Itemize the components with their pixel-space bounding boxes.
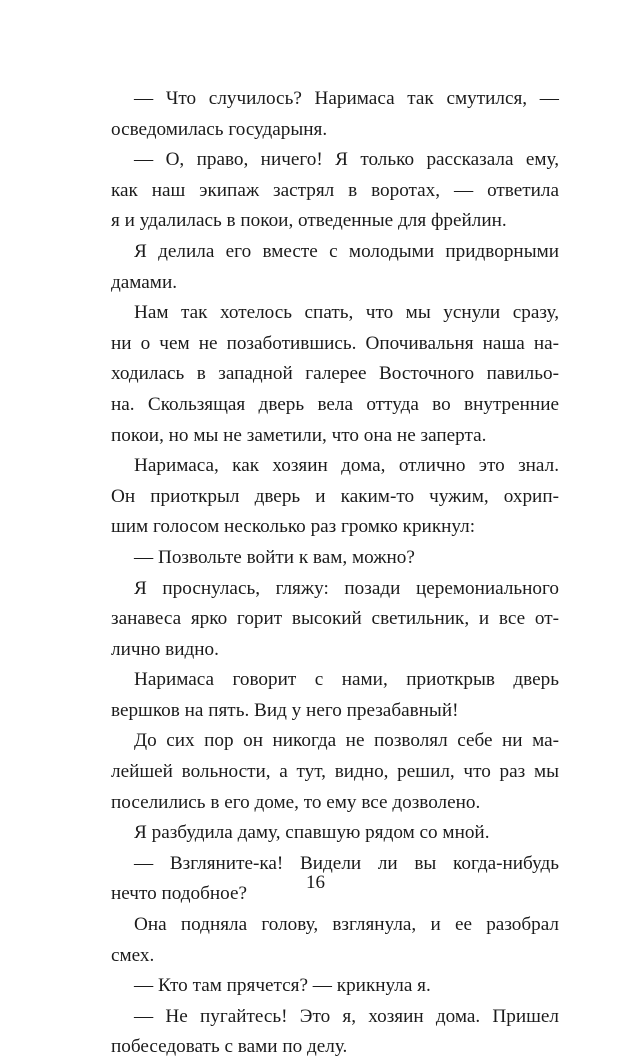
text-line: Я разбудила даму, спавшую рядом со мной.	[134, 822, 490, 844]
text-line: Наримаса говорит с нами, приоткрыв дверь	[134, 669, 559, 691]
text-line: лейшей вольности, а тут, видно, решил, что раз мы	[111, 761, 559, 783]
text-line: как наш экипаж застрял в воротах, — ответила	[111, 179, 559, 201]
text-line: Он приоткрыл дверь и каким-то чужим, охрип-	[111, 485, 559, 507]
text-line: До сих пор он никогда не позволял себе ни ма-	[134, 730, 559, 752]
paragraph	[111, 726, 559, 818]
text-line: я и удалилась в покои, отведенные для фрейлин.	[111, 210, 507, 232]
text-line: — О, право, ничего! Я только рассказала ему,	[134, 149, 559, 171]
text-line: на. Скользящая дверь вела оттуда во внутренние	[111, 393, 559, 415]
paragraph	[111, 971, 559, 1002]
text-line: Нам так хотелось спать, что мы уснули сразу,	[134, 302, 559, 324]
text-line: побеседовать с вами по делу.	[111, 1036, 348, 1058]
text-line: занавеса ярко горит высокий светильник, и все от-	[111, 608, 559, 630]
text-line: Я делила его вместе с молодыми придворными	[134, 240, 559, 262]
paragraph	[111, 145, 559, 237]
paragraph	[111, 1002, 559, 1063]
text-line: смех.	[111, 944, 155, 966]
text-line: — Взгляните-ка! Видели ли вы когда-нибудь	[134, 852, 559, 874]
page-number: 16	[306, 872, 325, 893]
body-text	[111, 84, 559, 1063]
paragraph	[111, 543, 559, 574]
text-line: покои, но мы не заметили, что она не заперта.	[111, 424, 487, 446]
text-line: — Позвольте войти к вам, можно?	[134, 546, 415, 568]
paragraph	[111, 451, 559, 543]
paragraph	[111, 298, 559, 451]
paragraph	[111, 818, 559, 849]
text-line: ходилась в западной галерее Восточного павильо-	[111, 363, 559, 385]
text-line: вершков на пять. Вид у него презабавный!	[111, 699, 459, 721]
text-line: дамами.	[111, 271, 178, 293]
paragraph	[111, 665, 559, 726]
text-line: лично видно.	[111, 638, 219, 660]
paragraph	[111, 574, 559, 666]
text-line: — Кто там прячется? — крикнула я.	[134, 975, 431, 997]
text-line: ни о чем не позаботившись. Опочивальня наша на-	[111, 332, 559, 354]
paragraph	[111, 84, 559, 145]
paragraph	[111, 910, 559, 971]
text-line: нечто подобное?	[111, 883, 248, 905]
text-line: осведомилась государыня.	[111, 118, 328, 140]
text-line: — Не пугайтесь! Это я, хозяин дома. Пришел	[134, 1005, 559, 1027]
text-line: шим голосом несколько раз громко крикнул:	[111, 516, 476, 538]
paragraph	[111, 237, 559, 298]
text-line: Я проснулась, гляжу: позади церемониального	[134, 577, 559, 599]
text-line: Она подняла голову, взглянула, и ее разобрал	[134, 914, 559, 936]
text-line: Наримаса, как хозяин дома, отлично это знал.	[134, 455, 559, 477]
text-line: поселились в его доме, то ему все дозволено.	[111, 791, 481, 813]
text-line: — Что случилось? Наримаса так смутился, —	[134, 88, 559, 109]
